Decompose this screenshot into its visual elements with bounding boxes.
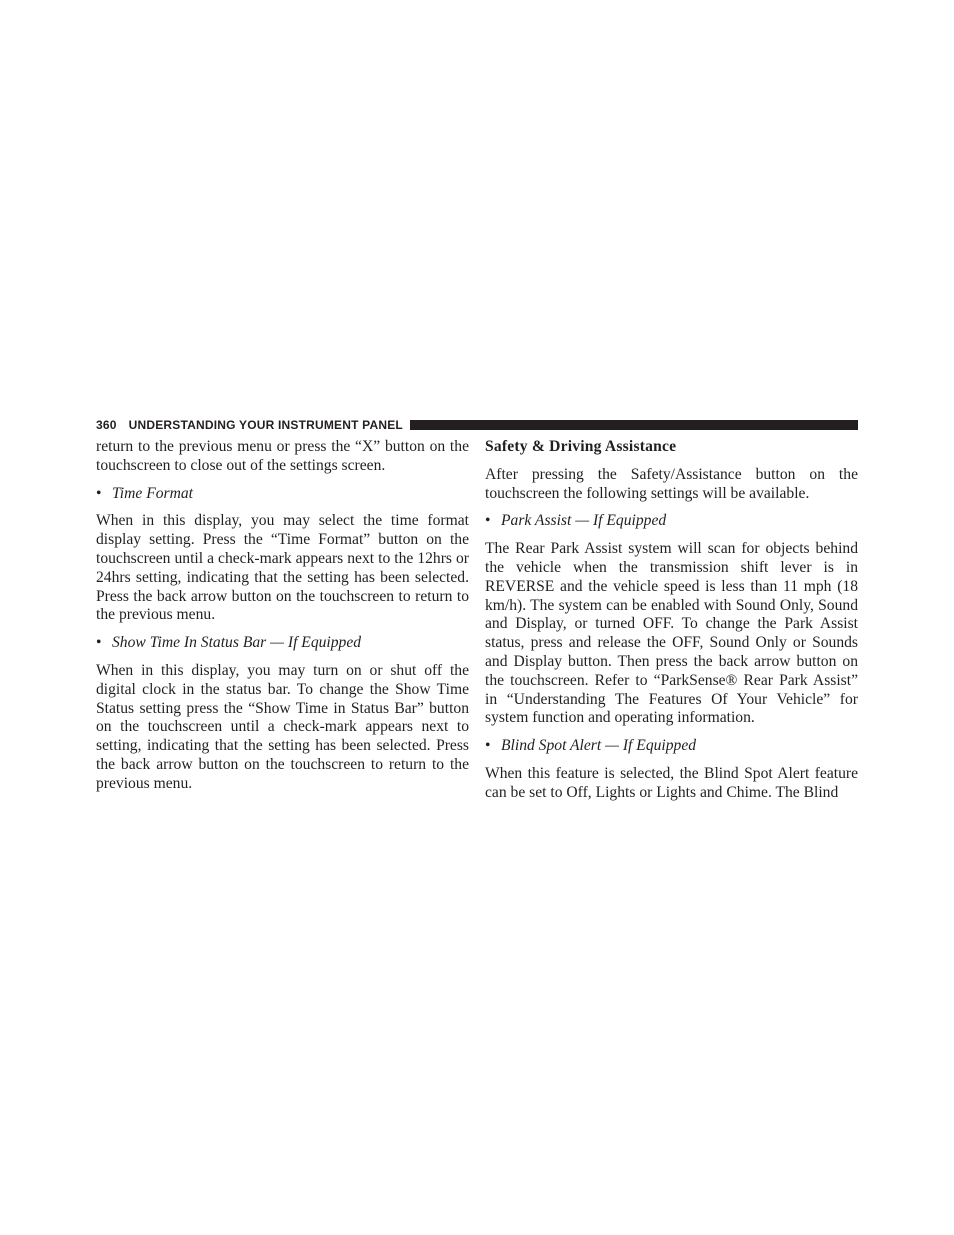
- bullet-blind-spot-alert: [485, 737, 858, 756]
- bullet-label: Time Format: [112, 484, 194, 502]
- header-rule-bar: [410, 420, 858, 430]
- show-time-paragraph: When in this display, you may turn on or shut off the digital clock in the status bar. To change the Show Time Status setting press the “Show Time in Status Bar” button on the touchscreen until a check-mark appears next to setting, indicating that the setting has been selected. Press the back arrow button on the touchscreen to return to the previous menu.: [96, 661, 469, 792]
- park-assist-paragraph: The Rear Park Assist system will scan for objects behind the vehicle when the transmission shift lever is in REVERSE and the vehicle speed is less than 11 mph (18 km/h). The system can be enabled with Sound Only, Sound and Display, or turned OFF. To change the Park Assist status, press and release the OFF, Sound Only or Sounds and Display button. Then press the back arrow button on the touchscreen. Refer to “ParkSense® Rear Park Assist” in “Understanding The Features Of Your Vehicle” for system function and operating information.: [485, 540, 858, 727]
- blind-spot-paragraph: When this feature is selected, the Blind Spot Alert feature can be set to Off, Lights or Lights and Chime. The Blind: [485, 764, 858, 801]
- bullet-dot-icon: •: [96, 484, 102, 502]
- bullet-dot-icon: •: [485, 512, 491, 530]
- bullet-label: Blind Spot Alert — If Equipped: [501, 737, 697, 755]
- left-column: [96, 438, 469, 794]
- running-section-title: UNDERSTANDING YOUR INSTRUMENT PANEL: [128, 418, 403, 432]
- safety-intro-paragraph: After pressing the Safety/Assistance button on the touchscreen the following settings will be available.: [485, 465, 858, 502]
- page-header: [96, 416, 858, 434]
- continued-paragraph: return to the previous menu or press the “X” button on the touchscreen to close out of the settings screen.: [96, 438, 469, 474]
- bullet-dot-icon: •: [485, 737, 491, 755]
- page-number: 360: [96, 418, 117, 432]
- bullet-time-format: [96, 485, 469, 504]
- bullet-park-assist: [485, 512, 858, 531]
- time-format-paragraph: When in this display, you may select the time format display setting. Press the “Time Format” button on the touchscreen until a check-mark appears next to the 12hrs or 24hrs setting, indicating that the setting has been selected. Press the back arrow button on the touchscreen to return to the previous menu.: [96, 512, 469, 624]
- bullet-dot-icon: •: [96, 634, 102, 652]
- bullet-label: Show Time In Status Bar — If Equipped: [112, 634, 362, 652]
- bullet-label: Park Assist — If Equipped: [501, 512, 667, 530]
- right-column: [485, 438, 858, 803]
- bullet-show-time-status-bar: [96, 634, 469, 653]
- safety-driving-heading: Safety & Driving Assistance: [485, 438, 677, 455]
